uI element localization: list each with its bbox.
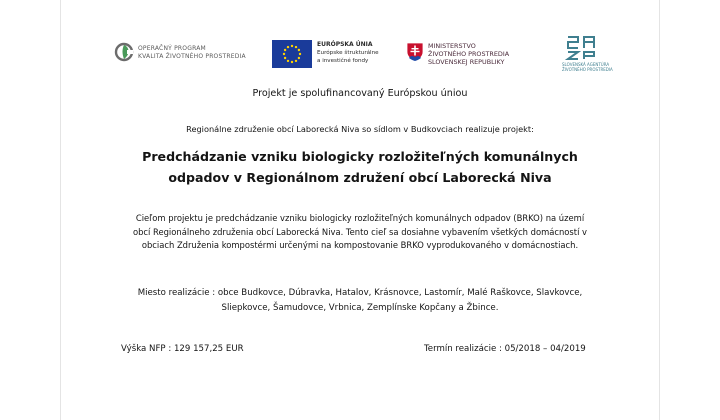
op-logo-text (138, 45, 246, 60)
eu-flag-icon (272, 40, 312, 68)
description-line1: Cieľom projektu je predchádzanie vzniku biologicky rozložiteľných komunálnych odpadov (BRKO) na území (135, 213, 585, 223)
places-line1: Miesto realizácie : obce Budkovce, Dúbravka, Hatalov, Krásnovce, Lastomír, Malé Raškovce, Slavkovce, (137, 288, 583, 298)
right-margin (659, 0, 720, 420)
description-line3: obciach Združenia kompostérmi určenými na kompostovanie BRKO vyprodukovaného v domácnostiach. (141, 240, 579, 250)
ministry-logo-line3: SLOVENSKEJ REPUBLIKY (428, 58, 505, 67)
op-leaf-icon (114, 42, 134, 62)
op-logo-line2: KVALITA ŽIVOTNÉHO PROSTREDIA (138, 52, 246, 60)
nfp-amount: Výška NFP : 129 157,25 EUR (121, 344, 244, 354)
project-description (60, 212, 660, 253)
ministry-logo-line1: MINISTERSTVO (428, 42, 476, 50)
coat-of-arms-icon (406, 42, 424, 62)
eu-logo (272, 40, 382, 70)
eu-logo-text (317, 41, 379, 66)
project-title-line2: odpadov v Regionálnom združení obcí Laborecká Niva (168, 170, 552, 185)
sazp-emblem-icon (564, 33, 602, 61)
sazp-logo-line1: SLOVENSKÁ AGENTÚRA (562, 62, 610, 67)
ministry-logo-text (428, 42, 509, 67)
cofinanced-note: Projekt je spolufinancovaný Európskou úniou (252, 88, 468, 99)
op-logo-line1: OPERAČNÝ PROGRAM (138, 45, 206, 52)
ministry-logo (406, 42, 526, 68)
sazp-logo (562, 33, 613, 77)
sazp-logo-text (562, 62, 613, 72)
places-line2: Sliepkovce, Šamudovce, Vrbnica, Zemplínske Kopčany a Žbince. (221, 302, 499, 313)
project-title-line1: Predchádzanie vzniku biologicky rozložiteľných komunálnych (142, 149, 578, 164)
ministry-logo-line2: ŽIVOTNÉHO PROSTREDIA (428, 50, 510, 59)
op-kzp-logo (114, 42, 264, 64)
eu-logo-line3: a investičné fondy (317, 58, 369, 65)
eu-logo-line2: Európske štrukturálne (317, 50, 379, 57)
left-margin (0, 0, 61, 420)
project-places (60, 286, 660, 315)
realizer-line: Regionálne združenie obcí Laborecká Niva so sídlom v Budkovciach realizuje projekt: (186, 124, 534, 134)
sazp-logo-line2: ŽIVOTNÉHO PROSTREDIA (562, 67, 613, 72)
realization-term: Termín realizácie : 05/2018 – 04/2019 (424, 344, 586, 354)
eu-logo-line1: EURÓPSKA ÚNIA (317, 41, 373, 48)
project-title (60, 146, 660, 188)
description-line2: obcí Regionálneho združenia obcí Laborecká Niva. Tento cieľ sa dosiahne vybavením všetkých domácností v (132, 226, 588, 237)
